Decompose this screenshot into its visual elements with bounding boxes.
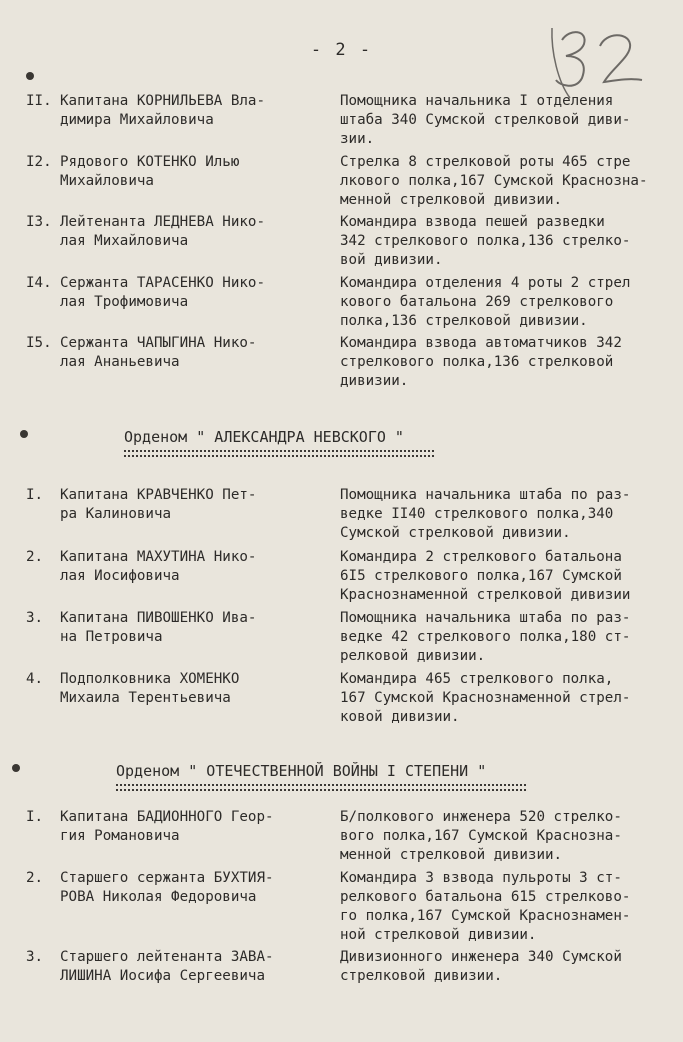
punch-hole-mark xyxy=(12,764,20,772)
handwritten-page-mark xyxy=(548,22,648,102)
entry-name: Старшего лейтенанта ЗАВА- ЛИШИНА Иосифа Сергеевича xyxy=(60,949,274,984)
entry-name: Капитана МАХУТИНА Нико- лая Иосифовича xyxy=(60,549,257,584)
entry-number: 3. xyxy=(26,610,44,626)
punch-hole-mark xyxy=(20,430,28,438)
entry-name: Лейтенанта ЛЕДНЕВА Нико- лая Михайловича xyxy=(60,214,265,249)
entry-number: 3. xyxy=(26,949,44,965)
entry-name: Капитана КРАВЧЕНКО Пет- ра Калиновича xyxy=(60,487,257,522)
entry-position: Командира отделения 4 роты 2 стрел кового батальона 269 стрелкового полка,136 стрелковой дивизии. xyxy=(340,275,631,329)
page-number: - 2 - xyxy=(310,40,373,60)
entry-number: 4. xyxy=(26,671,44,687)
entry-number: I4. xyxy=(26,275,52,291)
entry-name: Капитана ПИВОШЕНКО Ива- на Петровича xyxy=(60,610,257,645)
entry-name: Капитана КОРНИЛЬЕВА Вла- димира Михайловича xyxy=(60,93,265,128)
entry-number: 2. xyxy=(26,870,44,886)
entry-position: Командира 465 стрелкового полка, 167 Сумской Краснознаменной стрел- ковой дивизии. xyxy=(340,671,631,725)
heading-underline xyxy=(116,789,526,791)
entry-number: I. xyxy=(26,487,44,503)
entry-number: II. xyxy=(26,93,52,109)
entry-position: Командира взвода автоматчиков 342 стрелкового полка,136 стрелковой дивизии. xyxy=(340,335,622,389)
entry-name: Сержанта ТАРАСЕНКО Нико- лая Трофимовича xyxy=(60,275,265,310)
entry-position: Помощника начальника штаба по раз- ведке 42 стрелкового полка,180 ст- релковой дивизии. xyxy=(340,610,631,664)
entry-position: Командира 3 взвода пульроты 3 ст- релкового батальона 615 стрелково- го полка,167 Сумской Краснознамен- ной стрелковой дивизии. xyxy=(340,870,631,943)
entry-name: Рядового КОТЕНКО Илью Михайловича xyxy=(60,154,240,189)
award-heading-text: Орденом " ОТЕЧЕСТВЕННОЙ ВОЙНЫ I СТЕПЕНИ " xyxy=(116,762,487,780)
entry-number: 2. xyxy=(26,549,44,565)
entry-number: I2. xyxy=(26,154,52,170)
entry-number: I. xyxy=(26,809,44,825)
heading-underline xyxy=(124,455,434,457)
entry-name: Капитана БАДИОННОГО Геор- гия Романовича xyxy=(60,809,274,844)
punch-hole-mark xyxy=(26,72,34,80)
entry-position: Командира 2 стрелкового батальона 6I5 стрелкового полка,167 Сумской Краснознаменной стрелковой дивизии xyxy=(340,549,631,603)
entry-number: I5. xyxy=(26,335,52,351)
award-heading-text: Орденом " АЛЕКСАНДРА НЕВСКОГО " xyxy=(124,428,404,446)
entry-name: Сержанта ЧАПЫГИНА Нико- лая Ананьевича xyxy=(60,335,257,370)
entry-name: Старшего сержанта БУХТИЯ- РОВА Николая Федоровича xyxy=(60,870,274,905)
handwritten-32-drawing xyxy=(548,22,648,102)
entry-position: Дивизионного инженера 340 Сумской стрелковой дивизии. xyxy=(340,949,622,984)
entry-position: Командира взвода пешей разведки 342 стрелкового полка,136 стрелко- вой дивизии. xyxy=(340,214,631,268)
entry-position: Б/полкового инженера 520 стрелко- вого полка,167 Сумской Краснозна- менной стрелковой дивизии. xyxy=(340,809,622,863)
entry-number: I3. xyxy=(26,214,52,230)
heading-underline xyxy=(124,450,434,452)
heading-underline xyxy=(116,784,526,786)
entry-name: Подполковника ХОМЕНКО Михаила Терентьевича xyxy=(60,671,240,706)
entry-position: Помощника начальника штаба по раз- ведке II40 стрелкового полка,340 Сумской стрелковой дивизии. xyxy=(340,487,631,541)
entry-position: Помощника начальника I отделения штаба 340 Сумской стрелковой диви- зии. xyxy=(340,93,631,147)
entry-position: Стрелка 8 стрелковой роты 465 стре лкового полка,167 Сумской Краснозна- менной стрелковой дивизии. xyxy=(340,154,648,208)
